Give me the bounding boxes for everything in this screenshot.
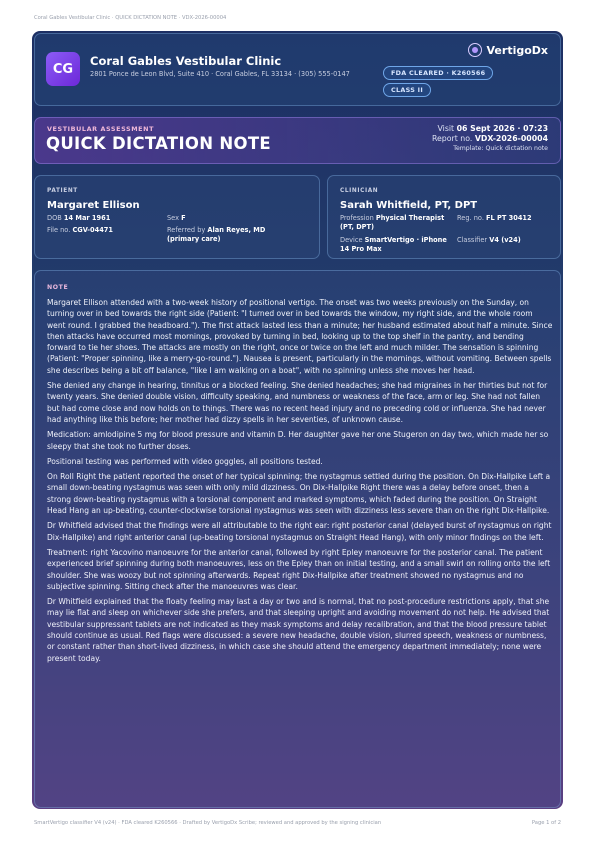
referred-value: Alan Reyes, MD (primary care) xyxy=(167,226,266,243)
profession-label: Profession xyxy=(340,214,374,222)
target-icon xyxy=(468,43,482,57)
brand-name: VertigoDx xyxy=(486,43,548,57)
document-footer: SmartVertigo classifier V4 (v24) · FDA cleared K260566 · Drafted by VertigoDx Scribe; reviewed and approved by the signing clinician xyxy=(34,820,382,826)
clinician-classifier xyxy=(457,236,521,245)
patient-label: PATIENT xyxy=(47,188,78,194)
clinician-card xyxy=(327,175,561,259)
sex-label: Sex xyxy=(167,214,180,222)
note-body xyxy=(47,297,553,668)
visit-label: Visit xyxy=(437,124,455,133)
visit-value: 06 Sept 2026 · 07:23 xyxy=(456,124,548,133)
report-label: Report no. xyxy=(431,134,473,143)
sex-value: F xyxy=(181,214,186,222)
note-paragraph: Margaret Ellison attended with a two-week history of positional vertigo. The onset was two weeks previously on the Sunday, on turning over in bed towards the right side (Patient: "I turned over in bed towards the window, my right side, and the whole room went round. I grabbed the headboard."). The first attack lasted less than a minute; her husband estimated about half a minute. Since then attacks have occurred most mornings, provoked by turning in bed, looking up to the top shelf in the pantry, and bending forward to tie her shoes. The attacks are mostly on the right, once or twice on the left and much milder. The sensation is spinning (Patient: "Proper spinning, like a merry-go-round."). Nausea is present, particularly in the mornings, without vomiting. Between spells she describes being a bit off balance, "like I am walking on a boat", with no spinning unless she moves her head. xyxy=(47,298,553,375)
clinician-reg xyxy=(457,214,532,223)
patient-card xyxy=(34,175,320,259)
note-paragraph: Positional testing was performed with video goggles, all positions tested. xyxy=(47,456,323,466)
note-paragraph: On Roll Right the patient reported the onset of her typical spinning; the nystagmus settled during the position. On Dix-Hallpike Left a small down-beating nystagmus was seen with only mild dizziness. On Dix-Hallpike Right there was a delay before onset, then a strong down-beating nystagmus with a torsional component and marked symptoms, which faded during the position. On Straight Head Hang an up-beating, counter-clockwise torsional nystagmus was seen with dizziness less severe than on the right Dix-Hallpike. xyxy=(47,472,551,516)
note-paragraph: Dr Whitfield advised that the findings were all attributable to the right ear: right posterior canal (delayed burst of nystagmus on right Dix-Hallpike) and right anterior canal (up-beating torsional nystagmus on Straight Head Hang), with only minor findings on the left. xyxy=(47,521,552,542)
report-number: VDX-2026-00004 xyxy=(474,134,548,143)
page-title: QUICK DICTATION NOTE xyxy=(46,134,271,153)
clinic-header xyxy=(34,33,561,106)
patient-dob xyxy=(47,214,110,223)
dob-label: DOB xyxy=(47,214,62,222)
note-paragraph: Medication: amlodipine 5 mg for blood pressure and vitamin D. Her daughter gave her one Stugeron on day two, which made her so sleepy that she took no further doses. xyxy=(47,430,549,451)
patient-referrer xyxy=(167,226,277,244)
clinician-profession xyxy=(340,214,452,232)
patient-sex xyxy=(167,214,186,223)
class-badge: CLASS II xyxy=(383,83,431,97)
clinician-label: CLINICIAN xyxy=(340,188,379,194)
note-label: NOTE xyxy=(47,284,69,291)
device-label: Device xyxy=(340,236,363,244)
note-section xyxy=(34,270,561,808)
brand-mark xyxy=(468,43,548,57)
patient-name: Margaret Ellison xyxy=(47,200,140,211)
reg-value: FL PT 30412 xyxy=(486,214,532,222)
reg-label: Reg. no. xyxy=(457,214,484,222)
clinician-device xyxy=(340,236,452,254)
assessment-kicker: VESTIBULAR ASSESSMENT xyxy=(47,125,155,133)
note-paragraph: She denied any change in hearing, tinnitus or a blocked feeling. She denied headaches; she had migraines in her thirties but not for twenty years. She denied double vision, difficulty speaking, and numbness or weakness of the face, arm or leg. She had not fallen but had come close and now holds on to things. There was no recent head injury and no preceding cold or influenza. She had never had anything like this before; her mother had dizzy spells in her seventies, of unknown cause. xyxy=(47,381,548,424)
clinic-logo: CG xyxy=(46,52,80,86)
clinician-name: Sarah Whitfield, PT, DPT xyxy=(340,200,478,211)
note-paragraph: Treatment: right Yacovino manoeuvre for the anterior canal, followed by right Epley manoeuvre for the posterior canal. The patient experienced brief spinning during both manoeuvres, less on the Epley than on initial testing, and a small swirl on rolling onto the left shoulder. She was woozy but not spinning afterwards. Repeat right Dix-Hallpike after treatment showed no nystagmus and no subjective spinning. Sitting check after the manoeuvres was clear. xyxy=(47,547,551,591)
clinic-address: 2801 Ponce de Leon Blvd, Suite 410 · Coral Gables, FL 33134 · (305) 555-0147 xyxy=(90,70,350,78)
patient-file xyxy=(47,226,113,235)
clinic-name: Coral Gables Vestibular Clinic xyxy=(90,54,282,68)
file-value: CGV-04471 xyxy=(72,226,113,234)
fda-badge: FDA CLEARED · K260566 xyxy=(383,66,493,80)
referred-label: Referred by xyxy=(167,226,206,234)
title-block xyxy=(34,117,561,164)
dob-value: 14 Mar 1961 xyxy=(63,214,111,222)
visit-meta xyxy=(432,124,548,153)
classifier-value: V4 (v24) xyxy=(489,236,521,244)
note-paragraph: Dr Whitfield explained that the floaty feeling may last a day or two and is normal, that no post-procedure restrictions apply, that she may lie flat and sleep on whichever side she prefers, and that sleeping upright and avoiding movement do not help. He advised that vestibular suppressant tablets are not indicated as they mask symptoms and delay recalibration, and that the blood pressure tablet should continue as usual. Red flags were discussed: a severe new headache, double vision, slurred speech, weakness or numbness, or constant rather than short-lived dizziness, in which case she should attend the emergency department immediately; none were present today. xyxy=(47,597,550,663)
document-header-strip: Coral Gables Vestibular Clinic · QUICK DICTATION NOTE · VDX-2026-00004 xyxy=(34,15,227,21)
file-label: File no. xyxy=(47,226,71,234)
classifier-label: Classifier xyxy=(457,236,488,244)
device-value: SmartVertigo · iPhone 14 Pro Max xyxy=(340,236,447,253)
page-number: Page 1 of 2 xyxy=(531,820,561,826)
profession-value: Physical Therapist (PT, DPT) xyxy=(340,214,445,231)
template-name: Template: Quick dictation note xyxy=(453,145,548,152)
